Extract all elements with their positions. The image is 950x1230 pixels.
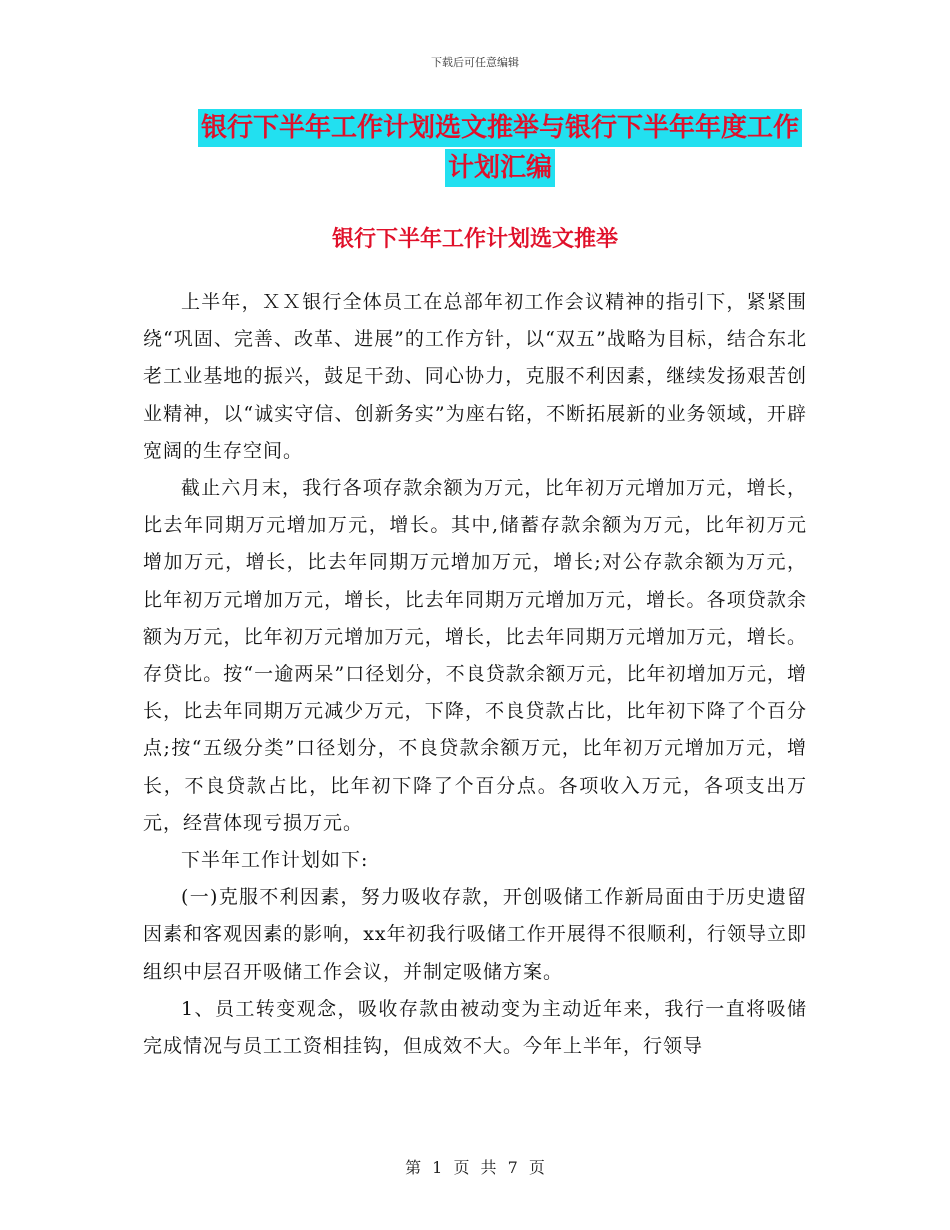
paragraph: 截止六月末，我行各项存款余额为万元，比年初万元增加万元，增长，比去年同期万元增加万元，增长。其中,储蓄存款余额为万元，比年初万元增加万元，增长，比去年同期万元增加万元，增长;对公存款余额为万元，比年初万元增加万元，增长，比去年同期万元增加万元，增长。各项贷款余额为万元，比年初万元增加万元，增长，比去年同期万元增加万元，增长。存贷比。按“一逾两呆”口径划分，不良贷款余额万元，比年初增加万元，增长，比去年同期万元减少万元，下降，不良贷款占比，比年初下降了个百分点;按“五级分类”口径划分，不良贷款余额万元，比年初万元增加万元，增长，不良贷款占比，比年初下降了个百分点。各项收入万元，各项支出万元，经营体现亏损万元。	[143, 477, 807, 834]
paragraph: 上半年，ＸＸ银行全体员工在总部年初工作会议精神的指引下，紧紧围绕“巩固、完善、改革、进展”的工作方针，以“双五”战略为目标，结合东北老工业基地的振兴，鼓足干劲、同心协力，克服不利因素，继续发扬艰苦创业精神，以“诚实守信、创新务实”为座右铭，不断拓展新的业务领域，开辟宽阔的生存空间。	[143, 291, 807, 462]
document-title	[190, 108, 810, 188]
section-title: 银行下半年工作计划选文推举	[331, 226, 618, 252]
body-text	[143, 284, 807, 1065]
page-footer: 第 1 页 共 7 页	[405, 1158, 545, 1177]
paragraph: 1、员工转变观念，吸收存款由被动变为主动近年来，我行一直将吸储完成情况与员工工资相挂钩，但成效不大。今年上半年，行领导	[143, 997, 807, 1058]
document-title-text: 银行下半年工作计划选文推举与银行下半年年度工作计划汇编	[198, 109, 802, 187]
header-note: 下载后可任意编辑	[431, 56, 519, 69]
paragraph: (一)克服不利因素，努力吸收存款，开创吸储工作新局面由于历史遗留因素和客观因素的影响，xx年初我行吸储工作开展得不很顺利，行领导立即组织中层召开吸储工作会议，并制定吸储方案。	[143, 886, 807, 983]
paragraph: 下半年工作计划如下:	[181, 849, 369, 872]
